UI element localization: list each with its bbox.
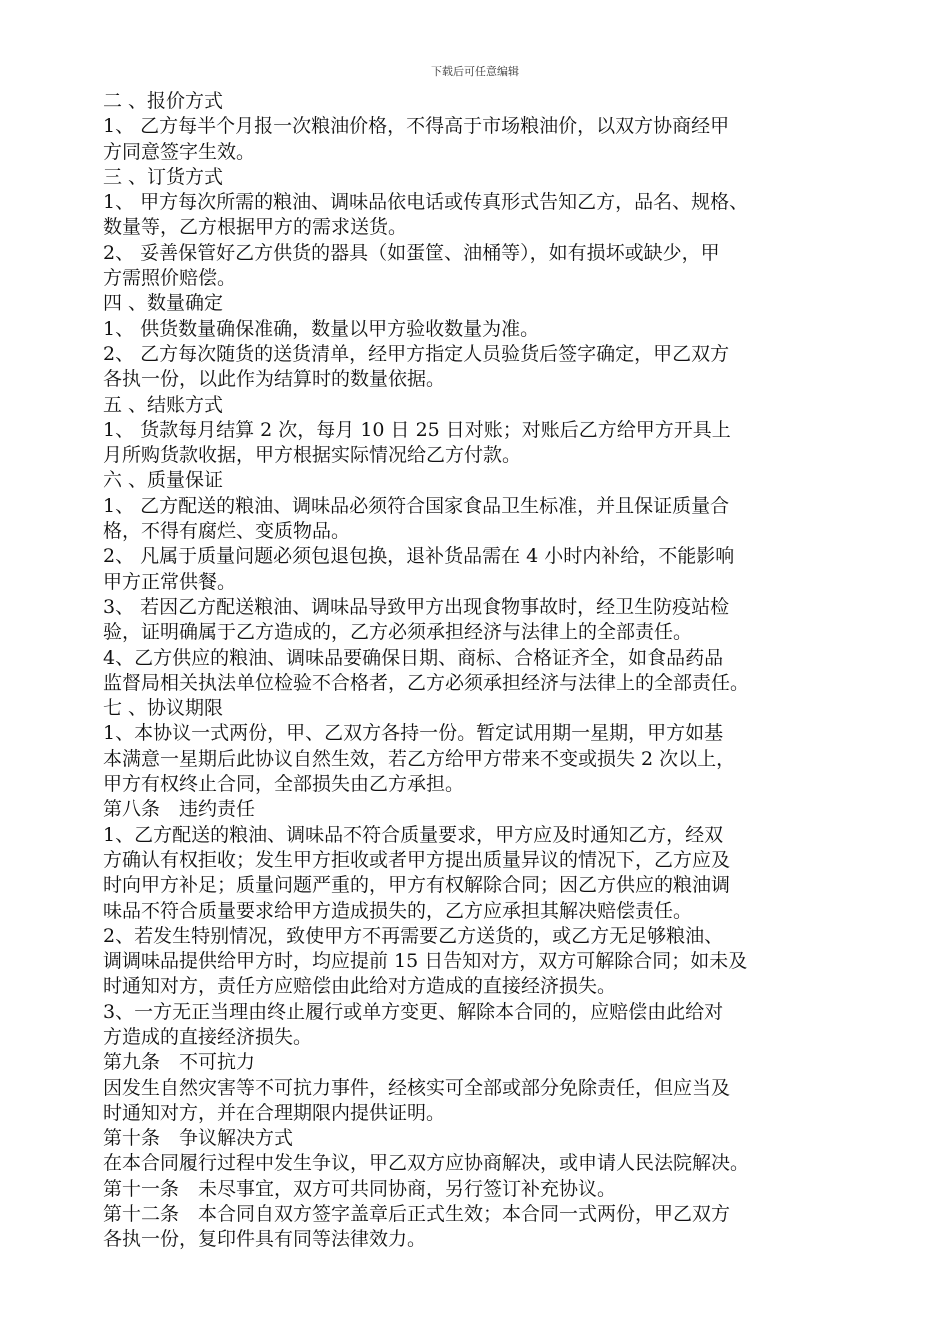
document-line: 2、 妥善保管好乙方供货的器具（如蛋筐、油桶等），如有损坏或缺少，甲 [103, 241, 720, 264]
document-line: 方造成的直接经济损失。 [103, 1025, 313, 1048]
document-line: 方同意签字生效。 [103, 140, 256, 163]
document-line: 1、 乙方每半个月报一次粮油价格，不得高于市场粮油价，以双方协商经甲 [103, 115, 730, 138]
document-line: 2、 凡属于质量问题必须包退包换，退补货品需在 4 小时内补给，不能影响 [103, 545, 735, 568]
document-line: 时向甲方补足；质量问题严重的，甲方有权解除合同；因乙方供应的粮油调 [103, 874, 731, 897]
document-line: 甲方有权终止合同，全部损失由乙方承担。 [103, 773, 465, 796]
document-line: 1、 货款每月结算 2 次，每月 10 日 25 日对账；对账后乙方给甲方开具上 [103, 418, 731, 441]
document-line: 第八条 违约责任 [103, 798, 256, 821]
document-line: 甲方正常供餐。 [103, 570, 237, 593]
document-line: 三 、订货方式 [103, 165, 224, 188]
document-line: 验，证明确属于乙方造成的，乙方必须承担经济与法律上的全部责任。 [103, 621, 693, 644]
document-line: 各执一份，以此作为结算时的数量依据。 [103, 368, 446, 391]
document-line: 格，不得有腐烂、变质物品。 [103, 520, 351, 543]
document-line: 方需照价赔偿。 [103, 267, 237, 290]
document-line: 1、乙方配送的粮油、调味品不符合质量要求，甲方应及时通知乙方，经双 [103, 823, 724, 846]
document-body [103, 89, 858, 1253]
document-line: 四 、数量确定 [103, 292, 224, 315]
document-line: 监督局相关执法单位检验不合格者，乙方必须承担经济与法律上的全部责任。 [103, 671, 750, 694]
document-line: 1、 供货数量确保准确，数量以甲方验收数量为准。 [103, 317, 540, 340]
document-line: 在本合同履行过程中发生争议，甲乙双方应协商解决，或申请人民法院解决。 [103, 1152, 750, 1175]
document-line: 2、若发生特别情况，致使甲方不再需要乙方送货的，或乙方无足够粮油、 [103, 924, 724, 947]
document-line: 月所购货款收据，甲方根据实际情况给乙方付款。 [103, 444, 522, 467]
document-line: 4、乙方供应的粮油、调味品要确保日期、商标、合格证齐全，如食品药品 [103, 646, 724, 669]
document-line: 七 、协议期限 [103, 697, 224, 720]
document-line: 味品不符合质量要求给甲方造成损失的，乙方应承担其解决赔偿责任。 [103, 899, 693, 922]
document-line: 二 、报价方式 [103, 90, 224, 112]
document-line: 时通知对方，并在合理期限内提供证明。 [103, 1101, 446, 1124]
document-line: 数量等，乙方根据甲方的需求送货。 [103, 216, 408, 239]
document-line: 2、 乙方每次随货的送货清单，经甲方指定人员验货后签字确定，甲乙双方 [103, 342, 730, 365]
document-line: 第十二条 本合同自双方签字盖章后正式生效；本合同一式两份，甲乙双方 [103, 1203, 731, 1226]
document-line: 各执一份，复印件具有同等法律效力。 [103, 1228, 427, 1251]
document-line: 六 、质量保证 [103, 469, 224, 492]
document-line: 方确认有权拒收；发生甲方拒收或者甲方提出质量异议的情况下，乙方应及 [103, 848, 731, 871]
document-line: 时通知对方，责任方应赔偿由此给对方造成的直接经济损失。 [103, 975, 617, 998]
document-line: 第九条 不可抗力 [103, 1051, 256, 1074]
document-line: 调调味品提供给甲方时，均应提前 15 日告知对方，双方可解除合同；如未及 [103, 950, 748, 973]
document-line: 本满意一星期后此协议自然生效，若乙方给甲方带来不变或损失 2 次以上， [103, 747, 736, 770]
document-line: 第十一条 未尽事宜，双方可共同协商，另行签订补充协议。 [103, 1177, 617, 1200]
document-line: 1、 甲方每次所需的粮油、调味品依电话或传真形式告知乙方，品名、规格、 [103, 191, 749, 214]
document-line: 因发生自然灾害等不可抗力事件，经核实可全部或部分免除责任，但应当及 [103, 1076, 731, 1099]
document-line: 3、 若因乙方配送粮油、调味品导致甲方出现食物事故时，经卫生防疫站检 [103, 595, 730, 618]
page-header: 下载后可任意编辑 [431, 65, 519, 78]
document-line: 第十条 争议解决方式 [103, 1127, 294, 1150]
document-line: 3、一方无正当理由终止履行或单方变更、解除本合同的，应赔偿由此给对 [103, 1000, 724, 1023]
document-line: 1、 乙方配送的粮油、调味品必须符合国家食品卫生标准，并且保证质量合 [103, 494, 730, 517]
document-line: 五 、结账方式 [103, 393, 224, 416]
document-line: 1、本协议一式两份，甲、乙双方各持一份。暂定试用期一星期，甲方如基 [103, 722, 724, 745]
